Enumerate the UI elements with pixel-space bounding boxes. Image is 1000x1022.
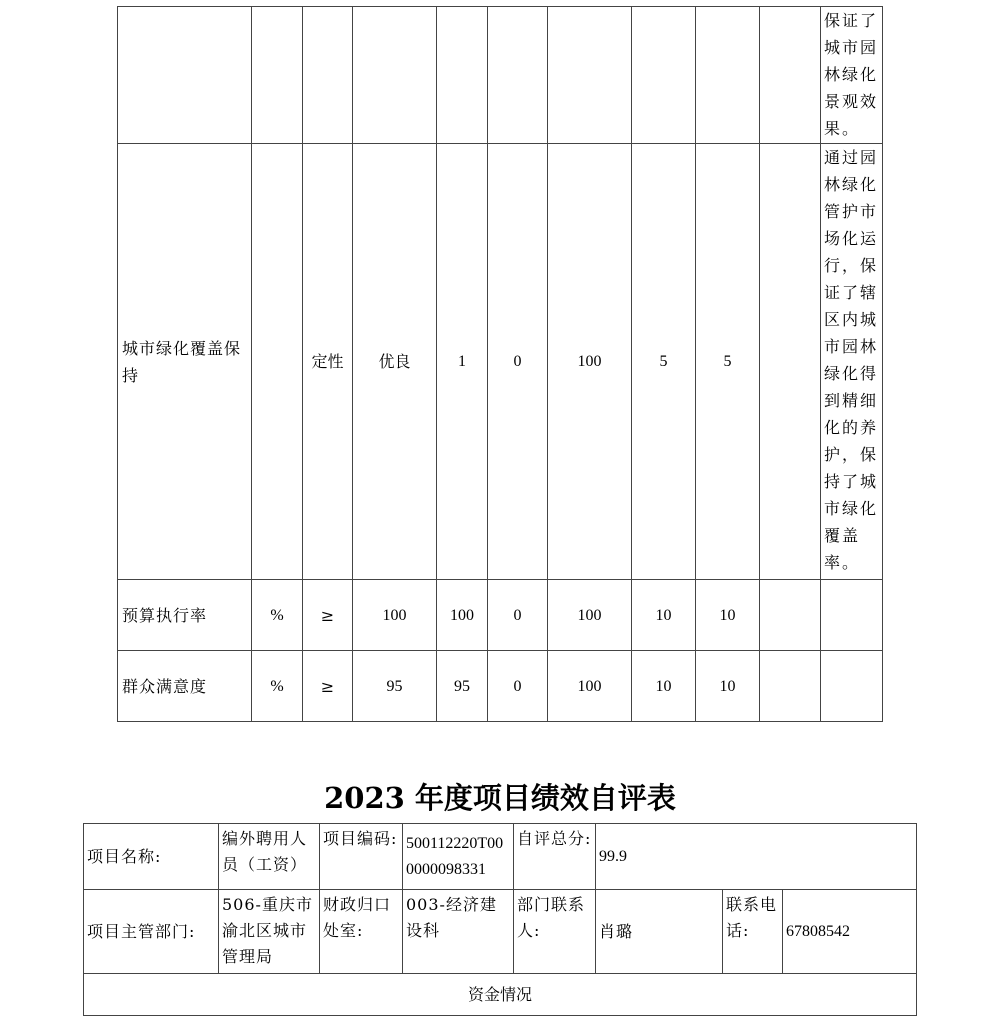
indicator-name: 城市绿化覆盖保持	[118, 144, 252, 580]
indicator-name: 群众满意度	[118, 651, 252, 722]
indicator-reason	[760, 7, 821, 144]
indicator-operator: ≥	[303, 651, 353, 722]
indicator-actual: 1	[437, 144, 488, 580]
total-score-value: 99.9	[596, 824, 917, 890]
total-score-label: 自评总分:	[514, 824, 596, 890]
indicator-reason	[760, 651, 821, 722]
project-name-label: 项目名称:	[84, 824, 219, 890]
department-label: 项目主管部门:	[84, 890, 219, 974]
indicator-ratio: 100	[548, 144, 632, 580]
indicator-reason	[760, 144, 821, 580]
indicator-unit: %	[252, 580, 303, 651]
phone-value: 67808542	[783, 890, 917, 974]
indicator-target: 95	[353, 651, 437, 722]
indicator-note: 保证了城市园林绿化景观效果。	[821, 7, 883, 144]
indicator-score: 5	[696, 144, 760, 580]
indicator-target	[353, 7, 437, 144]
indicator-unit	[252, 144, 303, 580]
project-code-value: 500112220T000000098331	[403, 824, 514, 890]
indicator-deviation: 0	[488, 144, 548, 580]
indicator-weight: 10	[632, 580, 696, 651]
indicator-unit	[252, 7, 303, 144]
finance-office-value: 003-经济建设科	[403, 890, 514, 974]
indicator-actual	[437, 7, 488, 144]
table-row	[118, 7, 883, 144]
indicator-actual: 100	[437, 580, 488, 651]
indicator-deviation	[488, 7, 548, 144]
indicator-note	[821, 580, 883, 651]
contact-person-label: 部门联系人:	[514, 890, 596, 974]
indicator-ratio: 100	[548, 580, 632, 651]
indicator-actual: 95	[437, 651, 488, 722]
indicator-note	[821, 651, 883, 722]
indicator-weight: 10	[632, 651, 696, 722]
project-code-label: 项目编码:	[320, 824, 403, 890]
funds-section-header: 资金情况	[84, 974, 917, 1016]
indicator-operator: ≥	[303, 580, 353, 651]
indicator-score	[696, 7, 760, 144]
contact-person-value: 肖璐	[596, 890, 723, 974]
table-row	[84, 824, 917, 890]
indicator-table	[117, 6, 883, 722]
indicator-unit: %	[252, 651, 303, 722]
indicator-weight: 5	[632, 144, 696, 580]
indicator-reason	[760, 580, 821, 651]
table-row	[118, 651, 883, 722]
indicator-score: 10	[696, 651, 760, 722]
table-row	[84, 890, 917, 974]
table-row	[118, 580, 883, 651]
phone-label: 联系电话:	[723, 890, 783, 974]
project-name-value: 编外聘用人员（工资）	[219, 824, 320, 890]
page-title: 2023 年度项目绩效自评表	[324, 781, 676, 815]
indicator-deviation: 0	[488, 580, 548, 651]
table-row	[118, 144, 883, 580]
indicator-note: 通过园林绿化管护市场化运行，保证了辖区内城市园林绿化得到精细化的养护，保持了城市绿化覆盖率。	[821, 144, 883, 580]
indicator-deviation: 0	[488, 651, 548, 722]
table-row	[84, 974, 917, 1016]
evaluation-table	[83, 823, 917, 1016]
indicator-operator: 定性	[303, 144, 353, 580]
indicator-score: 10	[696, 580, 760, 651]
indicator-ratio: 100	[548, 651, 632, 722]
indicator-name: 预算执行率	[118, 580, 252, 651]
department-value: 506-重庆市渝北区城市管理局	[219, 890, 320, 974]
indicator-name	[118, 7, 252, 144]
indicator-ratio	[548, 7, 632, 144]
indicator-operator	[303, 7, 353, 144]
indicator-target: 优良	[353, 144, 437, 580]
indicator-weight	[632, 7, 696, 144]
finance-office-label: 财政归口处室:	[320, 890, 403, 974]
indicator-target: 100	[353, 580, 437, 651]
